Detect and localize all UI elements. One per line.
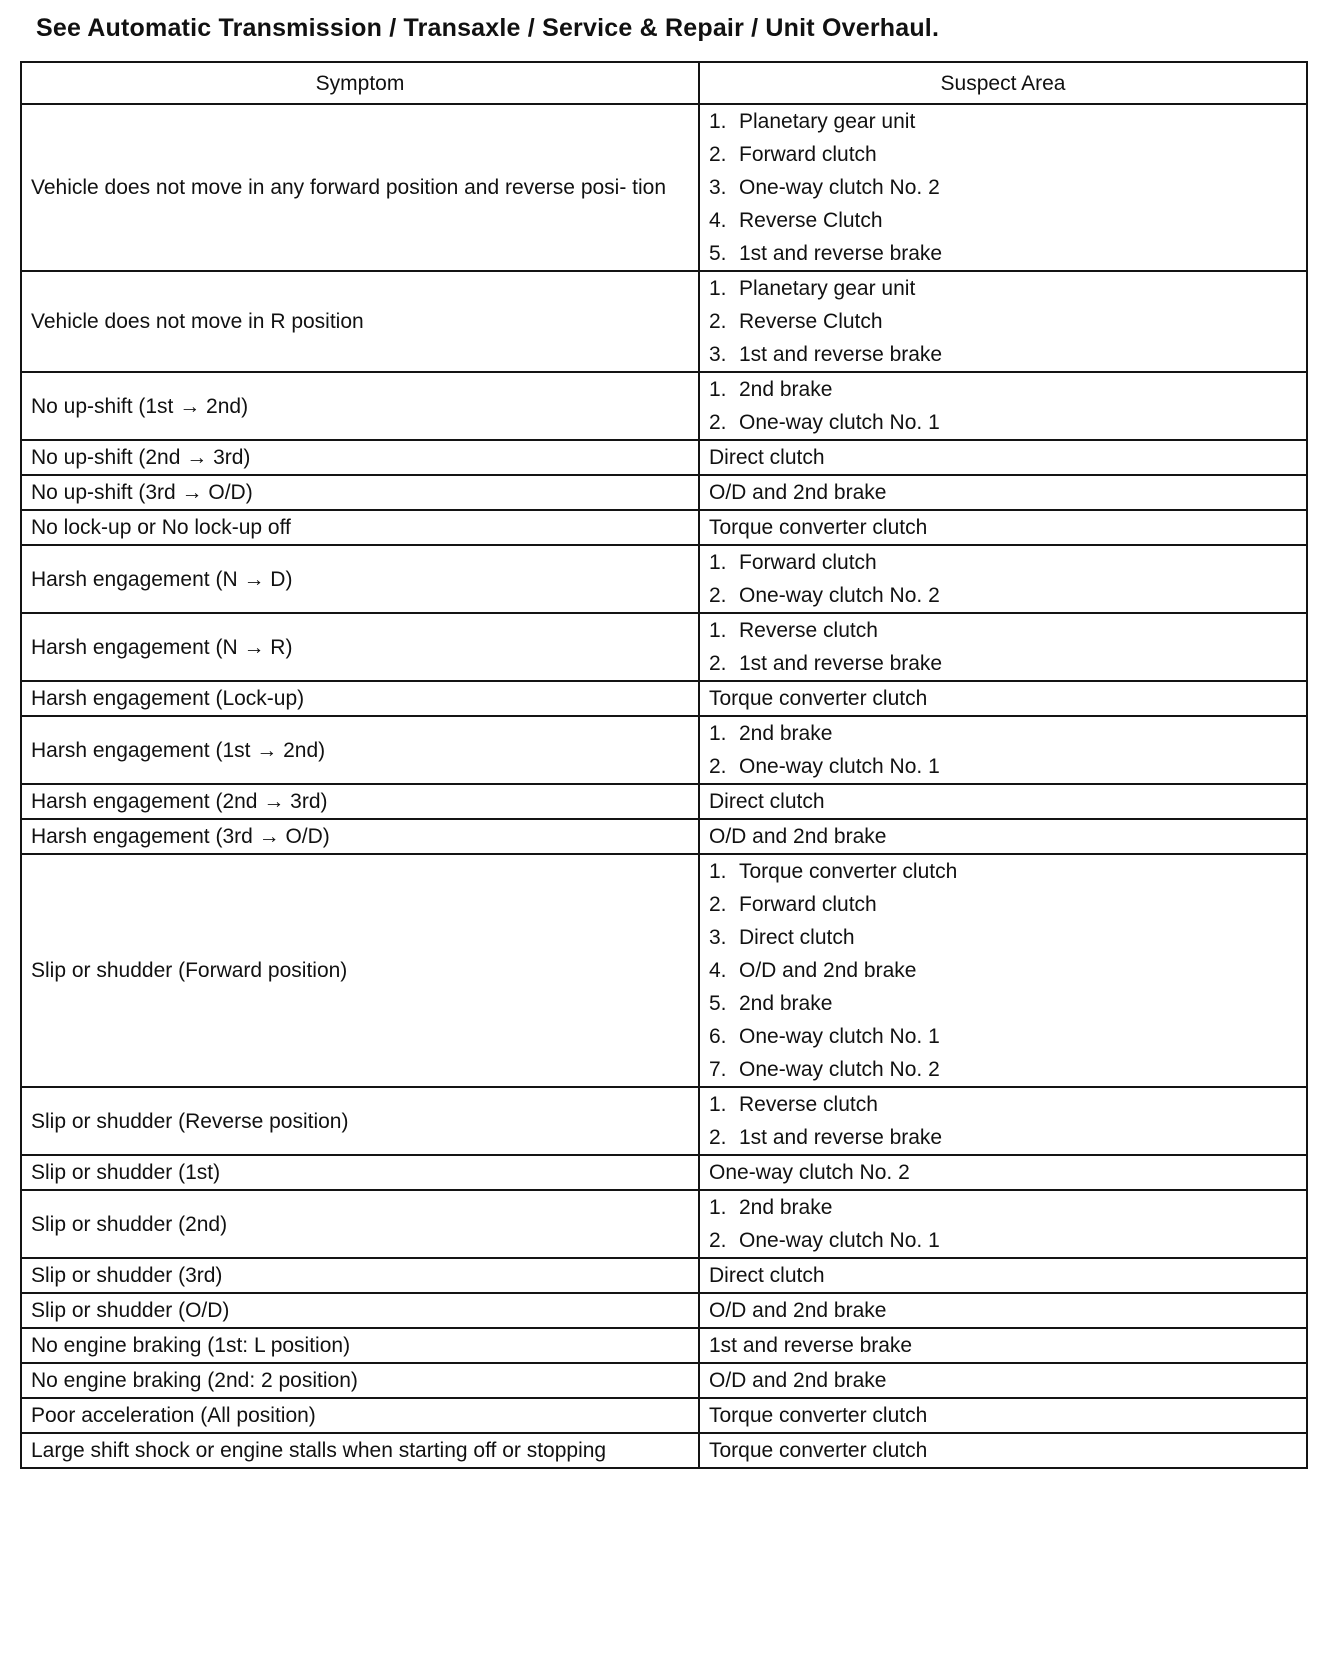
list-item-text: Forward clutch <box>739 143 877 166</box>
list-item-number: 5. <box>709 992 727 1015</box>
page-heading: See Automatic Transmission / Transaxle / Service & Repair / Unit Overhaul. <box>36 14 940 42</box>
list-item-text: One-way clutch No. 1 <box>739 755 940 778</box>
suspect-list-item <box>709 1121 1297 1154</box>
suspect-area-cell: O/D and 2nd brake <box>699 475 1307 510</box>
suspect-area-cell: O/D and 2nd brake <box>699 1363 1307 1398</box>
list-item-number: 1. <box>709 1196 727 1219</box>
list-item-number: 1. <box>709 551 727 574</box>
symptom-cell: Vehicle does not move in R position <box>21 271 699 372</box>
suspect-area-cell: Torque converter clutch <box>699 681 1307 716</box>
table-row <box>21 104 1307 271</box>
symptom-cell: Harsh engagement (N → D) <box>21 545 699 613</box>
list-item-number: 4. <box>709 959 727 982</box>
table-row <box>21 1293 1307 1328</box>
symptom-cell: Slip or shudder (3rd) <box>21 1258 699 1293</box>
list-item-text: 2nd brake <box>739 378 833 401</box>
suspect-list-item <box>709 1020 1297 1053</box>
table-row <box>21 613 1307 681</box>
suspect-area-cell <box>699 372 1307 440</box>
suspect-list-item <box>709 406 1297 439</box>
list-item-number: 1. <box>709 277 727 300</box>
list-item-text: Direct clutch <box>739 926 855 949</box>
list-item-text: Reverse Clutch <box>739 209 883 232</box>
list-item-text: 1st and reverse brake <box>739 242 943 265</box>
symptom-cell: No up-shift (3rd → O/D) <box>21 475 699 510</box>
suspect-list-item <box>709 138 1297 171</box>
suspect-list-item <box>709 204 1297 237</box>
column-header-suspect-area: Suspect Area <box>699 62 1307 104</box>
list-item-text: 2nd brake <box>739 992 833 1015</box>
suspect-list-item <box>709 647 1297 680</box>
table-row <box>21 854 1307 1087</box>
suspect-area-cell: 1st and reverse brake <box>699 1328 1307 1363</box>
table-row <box>21 819 1307 854</box>
table-row <box>21 1258 1307 1293</box>
column-header-symptom: Symptom <box>21 62 699 104</box>
suspect-area-cell <box>699 545 1307 613</box>
table-row <box>21 545 1307 613</box>
list-item-number: 1. <box>709 110 727 133</box>
suspect-list-item <box>709 921 1297 954</box>
symptom-cell: Slip or shudder (1st) <box>21 1155 699 1190</box>
suspect-area-cell <box>699 1087 1307 1155</box>
list-item-text: One-way clutch No. 1 <box>739 411 940 434</box>
list-item-text: One-way clutch No. 2 <box>739 176 940 199</box>
suspect-list-item <box>709 373 1297 406</box>
suspect-area-cell: Torque converter clutch <box>699 510 1307 545</box>
symptom-cell: Harsh engagement (2nd → 3rd) <box>21 784 699 819</box>
symptom-cell: Large shift shock or engine stalls when starting off or stopping <box>21 1433 699 1468</box>
suspect-area-cell <box>699 1190 1307 1258</box>
list-item-number: 2. <box>709 584 727 607</box>
table-row <box>21 1433 1307 1468</box>
symptom-cell: No engine braking (1st: L position) <box>21 1328 699 1363</box>
table-row <box>21 1398 1307 1433</box>
suspect-area-cell <box>699 104 1307 271</box>
list-item-text: 1st and reverse brake <box>739 1126 943 1149</box>
list-item-text: 1st and reverse brake <box>739 343 943 366</box>
suspect-list-item <box>709 750 1297 783</box>
symptom-cell: Vehicle does not move in any forward position and reverse posi- tion <box>21 104 699 271</box>
suspect-list-item <box>709 888 1297 921</box>
table-row <box>21 271 1307 372</box>
table-row <box>21 681 1307 716</box>
suspect-area-cell: Torque converter clutch <box>699 1433 1307 1468</box>
symptom-cell: Slip or shudder (O/D) <box>21 1293 699 1328</box>
list-item-number: 5. <box>709 242 727 265</box>
suspect-list-item <box>709 546 1297 579</box>
symptom-cell: No up-shift (2nd → 3rd) <box>21 440 699 475</box>
table-row <box>21 1190 1307 1258</box>
list-item-text: Forward clutch <box>739 551 877 574</box>
suspect-list-item <box>709 237 1297 270</box>
symptom-cell: Slip or shudder (Forward position) <box>21 854 699 1087</box>
suspect-area-cell: Direct clutch <box>699 784 1307 819</box>
list-item-number: 2. <box>709 1126 727 1149</box>
symptom-cell: Harsh engagement (3rd → O/D) <box>21 819 699 854</box>
list-item-text: Torque converter clutch <box>739 860 958 883</box>
table-row <box>21 440 1307 475</box>
list-item-text: 1st and reverse brake <box>739 652 943 675</box>
suspect-list-item <box>709 105 1297 138</box>
symptom-table <box>20 61 1308 1469</box>
suspect-list-item <box>709 1088 1297 1121</box>
suspect-area-cell: Direct clutch <box>699 440 1307 475</box>
table-body <box>21 104 1307 1468</box>
list-item-number: 4. <box>709 209 727 232</box>
suspect-list-item <box>709 579 1297 612</box>
table-row <box>21 475 1307 510</box>
suspect-area-cell: Direct clutch <box>699 1258 1307 1293</box>
list-item-text: 2nd brake <box>739 722 833 745</box>
list-item-text: Reverse clutch <box>739 619 878 642</box>
list-item-number: 1. <box>709 722 727 745</box>
list-item-number: 7. <box>709 1058 727 1081</box>
list-item-text: Reverse Clutch <box>739 310 883 333</box>
list-item-text: Forward clutch <box>739 893 877 916</box>
list-item-number: 1. <box>709 1093 727 1116</box>
suspect-list-item <box>709 338 1297 371</box>
list-item-text: Planetary gear unit <box>739 110 916 133</box>
suspect-area-cell: O/D and 2nd brake <box>699 1293 1307 1328</box>
suspect-area-cell: Torque converter clutch <box>699 1398 1307 1433</box>
symptom-cell: Harsh engagement (1st → 2nd) <box>21 716 699 784</box>
table-row <box>21 716 1307 784</box>
table-row <box>21 510 1307 545</box>
suspect-area-cell <box>699 613 1307 681</box>
symptom-cell: Harsh engagement (N → R) <box>21 613 699 681</box>
list-item-text: Reverse clutch <box>739 1093 878 1116</box>
list-item-number: 2. <box>709 1229 727 1252</box>
table-row <box>21 372 1307 440</box>
suspect-list-item <box>709 1053 1297 1086</box>
suspect-area-cell: One-way clutch No. 2 <box>699 1155 1307 1190</box>
list-item-number: 6. <box>709 1025 727 1048</box>
suspect-area-cell: O/D and 2nd brake <box>699 819 1307 854</box>
list-item-text: O/D and 2nd brake <box>739 959 917 982</box>
table-row <box>21 784 1307 819</box>
list-item-number: 1. <box>709 619 727 642</box>
suspect-list-item <box>709 171 1297 204</box>
list-item-number: 3. <box>709 176 727 199</box>
suspect-list-item <box>709 272 1297 305</box>
symptom-cell: No up-shift (1st → 2nd) <box>21 372 699 440</box>
list-item-number: 3. <box>709 926 727 949</box>
symptom-cell: Poor acceleration (All position) <box>21 1398 699 1433</box>
suspect-area-cell <box>699 854 1307 1087</box>
list-item-number: 2. <box>709 310 727 333</box>
symptom-cell: Harsh engagement (Lock-up) <box>21 681 699 716</box>
suspect-list-item <box>709 1191 1297 1224</box>
list-item-text: Planetary gear unit <box>739 277 916 300</box>
list-item-text: One-way clutch No. 1 <box>739 1025 940 1048</box>
suspect-list-item <box>709 614 1297 647</box>
suspect-area-cell <box>699 716 1307 784</box>
table-row <box>21 1087 1307 1155</box>
table-row <box>21 1328 1307 1363</box>
suspect-list-item <box>709 954 1297 987</box>
table-header-row <box>21 62 1307 104</box>
list-item-number: 3. <box>709 343 727 366</box>
list-item-text: One-way clutch No. 2 <box>739 1058 940 1081</box>
symptom-cell: No engine braking (2nd: 2 position) <box>21 1363 699 1398</box>
list-item-text: One-way clutch No. 1 <box>739 1229 940 1252</box>
symptom-cell: No lock-up or No lock-up off <box>21 510 699 545</box>
suspect-area-cell <box>699 271 1307 372</box>
list-item-number: 2. <box>709 411 727 434</box>
symptom-cell: Slip or shudder (2nd) <box>21 1190 699 1258</box>
suspect-list-item <box>709 305 1297 338</box>
list-item-number: 2. <box>709 652 727 675</box>
table-row <box>21 1363 1307 1398</box>
list-item-number: 2. <box>709 755 727 778</box>
list-item-text: One-way clutch No. 2 <box>739 584 940 607</box>
suspect-list-item <box>709 717 1297 750</box>
suspect-list-item <box>709 1224 1297 1257</box>
list-item-text: 2nd brake <box>739 1196 833 1219</box>
symptom-cell: Slip or shudder (Reverse position) <box>21 1087 699 1155</box>
list-item-number: 2. <box>709 143 727 166</box>
list-item-number: 2. <box>709 893 727 916</box>
suspect-list-item <box>709 987 1297 1020</box>
list-item-number: 1. <box>709 378 727 401</box>
list-item-number: 1. <box>709 860 727 883</box>
suspect-list-item <box>709 855 1297 888</box>
table-row <box>21 1155 1307 1190</box>
